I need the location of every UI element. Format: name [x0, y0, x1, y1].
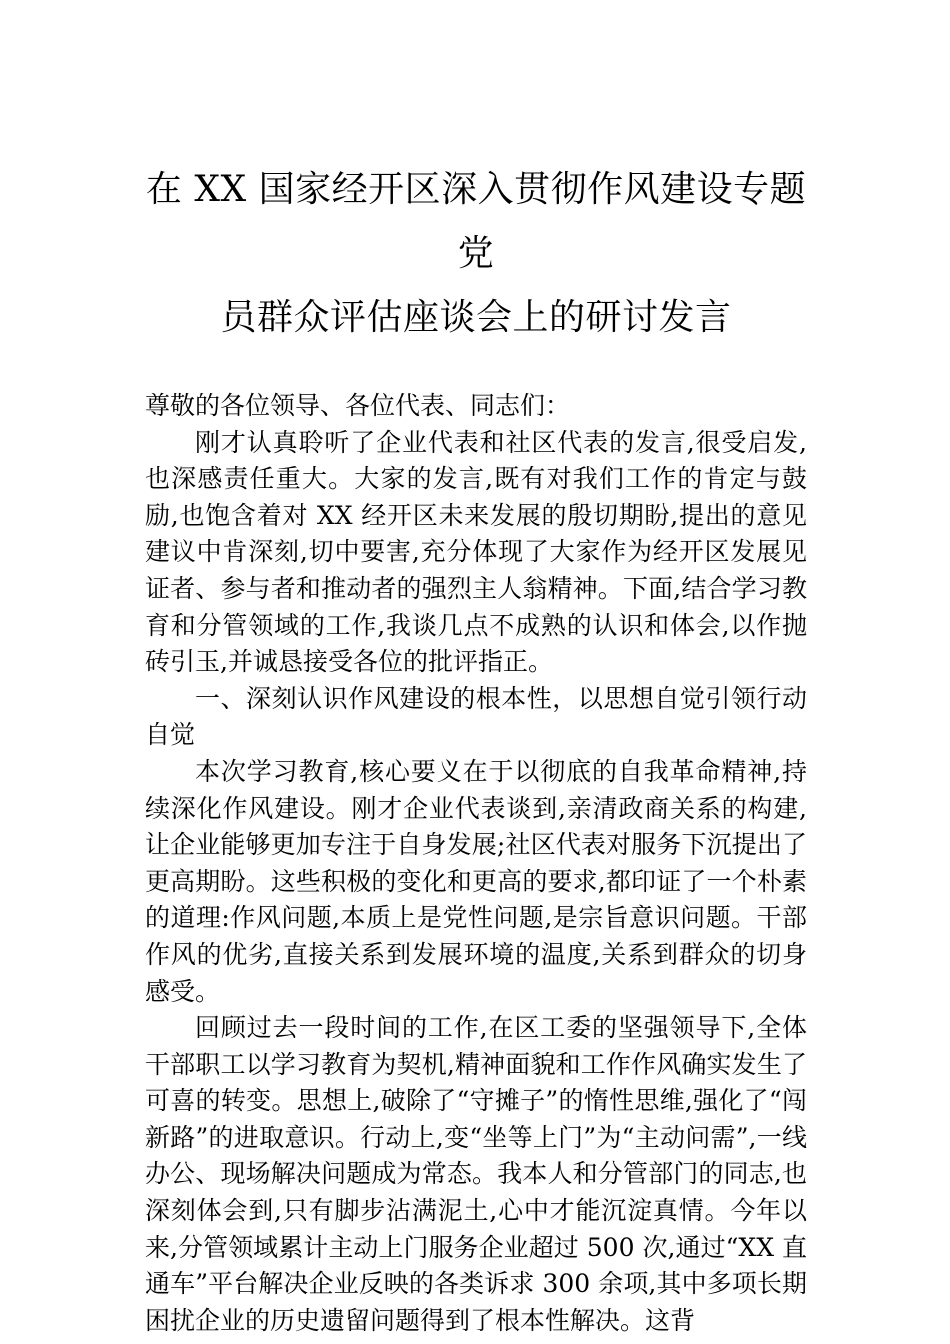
document-page: [145, 158, 807, 1339]
salutation: 尊敬的各位领导、各位代表、同志们：: [145, 391, 571, 420]
paragraph-intro: 刚才认真聆听了企业代表和社区代表的发言,很受启发,也深感责任重大。大家的发言,既有对我们工作的肯定与鼓励,也饱含着对 XX 经开区未来发展的殷切期盼,提出的意见建议中肯深刻,切中要害,充分体现了大家作为经开区发展见证者、参与者和推动者的强烈主人翁精神。下面,结合学习教育和分管领域的工作,我谈几点不成熟的认识和体会,以作抛砖引玉,并诚恳接受各位的批评指正。: [145, 427, 807, 677]
document-body: [145, 388, 807, 1339]
title-line-2: 员群众评估座谈会上的研讨发言: [220, 297, 732, 338]
title-line-1: 在 XX 国家经开区深入贯彻作风建设专题党: [145, 169, 807, 274]
paragraph-review: 回顾过去一段时间的工作,在区工委的坚强领导下,全体干部职工以学习教育为契机,精神面貌和工作作风确实发生了可喜的转变。思想上,破除了“守摊子”的惰性思维,强化了“闯新路”的进取意识。行动上,变“坐等上门”为“主动问需”,一线办公、现场解决问题成为常态。我本人和分管部门的同志,也深刻体会到,只有脚步沾满泥土,心中才能沉淀真情。今年以来,分管领域累计主动上门服务企业超过 500 次,通过“XX 直通车”平台解决企业反映的各类诉求 300 余项,其中多项长期困扰企业的历史遗留问题得到了根本性解决。这背: [145, 1013, 807, 1335]
section-heading-1: 一、深刻认识作风建设的根本性，以思想自觉引领行动自觉: [145, 683, 807, 750]
document-title: [145, 158, 807, 350]
paragraph-section-1: 本次学习教育,核心要义在于以彻底的自我革命精神,持续深化作风建设。刚才企业代表谈到,亲清政商关系的构建,让企业能够更加专注于自身发展;社区代表对服务下沉提出了更高期盼。这些积极的变化和更高的要求,都印证了一个朴素的道理:作风问题,本质上是党性问题,是宗旨意识问题。干部作风的优劣,直接关系到发展环境的温度,关系到群众的切身感受。: [145, 756, 807, 1006]
